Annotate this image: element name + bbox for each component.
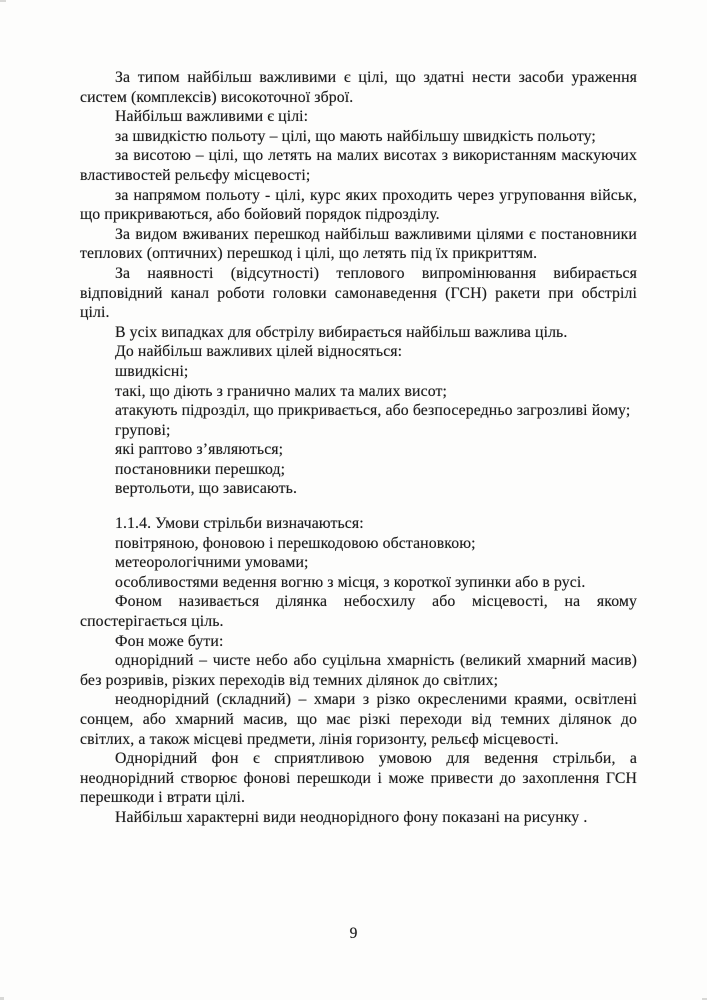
list-item: швидкісні; bbox=[115, 362, 189, 380]
list-item: вертольоти, що зависають. bbox=[115, 480, 298, 498]
page-number: 9 bbox=[349, 925, 358, 942]
paragraph: До найбільш важливих цілей відносяться: bbox=[115, 343, 403, 361]
list-item: особливостями ведення вогню з місця, з короткої зупинки або в русі. bbox=[115, 573, 586, 591]
paragraph: Однорідний фон є сприятливою умовою для ведення стрільби, а неоднорідний створює фонові перешкоди і може привести до захоплення ГСН перешкоди і втрати цілі. bbox=[80, 750, 637, 807]
paragraph: За видом вживаних перешкод найбільш важливими цілями є постановники теплових (оптичних) перешкод і цілі, що летять під їх прикриттям. bbox=[80, 225, 637, 263]
list-item: атакують підрозділ, що прикривається, або безпосередньо загрозливі йому; bbox=[115, 402, 631, 420]
paragraph: однорідний – чисте небо або суцільна хмарність (великий хмарний масив) без розривів, різких переходів від темних ділянок до світлих; bbox=[80, 652, 637, 689]
paragraph: Фоном називається ділянка небосхилу або місцевості, на якому спостерігається ціль. bbox=[80, 593, 637, 631]
list-item: за висотою – цілі, що летять на малих висотах з використанням маскуючих властивостей рельєфу місцевості; bbox=[80, 147, 637, 184]
scan-artifact bbox=[0, 0, 6, 2]
list-item: метеорологічними умовами; bbox=[115, 554, 309, 572]
paragraph: неоднорідний (складний) – хмари з різко окресленими краями, освітлені сонцем, або хмарний масив, що має різкі переходи від темних ділянок до світлих, а також місцеві предмети, лінія горизонту, рельєф місцевості. bbox=[80, 691, 637, 748]
paragraph: За типом найбільш важливими є цілі, що здатні нести засоби ураження систем (комплексів) високоточної зброї. bbox=[80, 69, 637, 106]
paragraph: За наявності (відсутності) теплового випромінювання вибирається відповідний канал роботи головки самонаведення (ГСН) ракети при обстрілі цілі. bbox=[80, 264, 637, 322]
list-item: за напрямом польоту - цілі, курс яких проходить через угруповання військ, що прикриваються, або бойовий порядок підрозділу. bbox=[80, 186, 637, 224]
paragraph: В усіх випадках для обстрілу вибирається найбільш важлива ціль. bbox=[115, 323, 568, 341]
list-item: які раптово з’являються; bbox=[115, 441, 284, 459]
list-item: такі, що діють з гранично малих та малих висот; bbox=[115, 382, 447, 400]
text-block bbox=[80, 68, 637, 828]
paragraph: Фон може бути: bbox=[115, 632, 224, 650]
list-item: повітряною, фоновою і перешкодовою обстановкою; bbox=[115, 534, 476, 552]
list-item: за швидкістю польоту – цілі, що мають найбільшу швидкість польоту; bbox=[115, 127, 596, 145]
paragraph: Найбільш характерні види неоднорідного фону показані на рисунку . bbox=[115, 808, 588, 826]
list-item: постановники перешкод; bbox=[115, 460, 286, 478]
paragraph: Найбільш важливими є цілі: bbox=[115, 108, 309, 126]
section-heading-1-1-4: 1.1.4. Умови стрільби визначаються: bbox=[115, 515, 364, 533]
list-item: групові; bbox=[115, 421, 171, 439]
